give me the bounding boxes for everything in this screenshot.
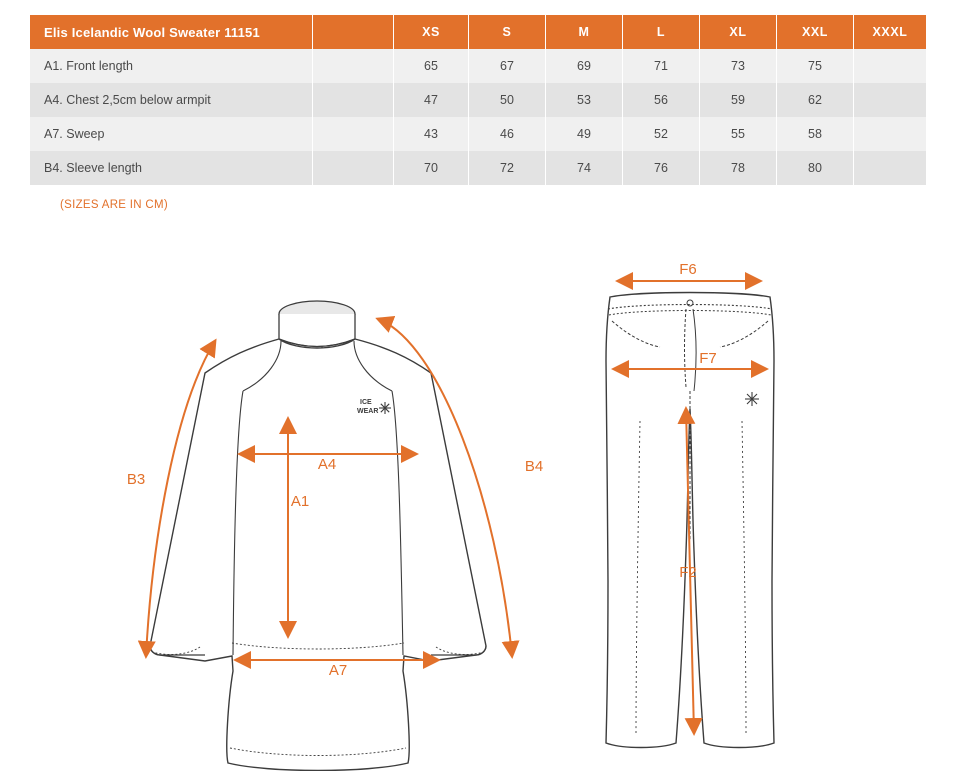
f6-label: F6 (679, 261, 697, 278)
cell-b4-s: 72 (469, 151, 546, 185)
size-chart-table (30, 15, 926, 185)
sweater-diagram (127, 301, 543, 771)
cell-b4-xl: 78 (700, 151, 777, 185)
cell-b4-xs: 70 (394, 151, 469, 185)
cell-a1-s: 67 (469, 49, 546, 83)
cell-b4-xxxl (854, 151, 927, 185)
size-chart-body (30, 49, 926, 185)
measure-label-a4: A4. Chest 2,5cm below armpit (30, 83, 313, 117)
measure-label-a7: A7. Sweep (30, 117, 313, 151)
cell-a4-l: 56 (623, 83, 700, 117)
size-header-xl: XL (700, 15, 777, 49)
measurement-diagrams (0, 251, 954, 771)
size-chart-head (30, 15, 926, 49)
cell-b4-l: 76 (623, 151, 700, 185)
diagram-canvas (0, 251, 954, 771)
size-header-xs: XS (394, 15, 469, 49)
size-header-m: M (546, 15, 623, 49)
table-row (30, 83, 926, 117)
f7-label: F7 (699, 350, 717, 367)
cell-a7-l: 52 (623, 117, 700, 151)
size-header-s: S (469, 15, 546, 49)
cell-b4-xxl: 80 (777, 151, 854, 185)
size-header-xxl: XXL (777, 15, 854, 49)
cell-a7-s: 46 (469, 117, 546, 151)
cell-a1-l: 71 (623, 49, 700, 83)
cell-a4-xl: 59 (700, 83, 777, 117)
spacer-cell (313, 117, 394, 151)
trousers-diagram (606, 261, 774, 748)
spacer-cell (313, 83, 394, 117)
cell-a1-xxl: 75 (777, 49, 854, 83)
table-row (30, 151, 926, 185)
cell-a1-xl: 73 (700, 49, 777, 83)
size-header-l: L (623, 15, 700, 49)
trousers-snowflake-icon (745, 392, 759, 406)
cell-a4-xxl: 62 (777, 83, 854, 117)
f2-label: F2 (679, 564, 697, 581)
units-note: (SIZES ARE IN CM) (60, 199, 168, 211)
spacer-cell (313, 151, 394, 185)
cell-a4-xs: 47 (394, 83, 469, 117)
sweater-body-outline (150, 339, 486, 771)
cell-a7-xxxl (854, 117, 927, 151)
brand-text-line1: ICE (360, 399, 372, 406)
table-row (30, 49, 926, 83)
b3-label: B3 (126, 471, 146, 488)
cell-a4-s: 50 (469, 83, 546, 117)
size-header-xxxl: XXXL (854, 15, 927, 49)
cell-a1-m: 69 (546, 49, 623, 83)
measure-label-a1: A1. Front length (30, 49, 313, 83)
measure-label-b4: B4. Sleeve length (30, 151, 313, 185)
cell-a7-xs: 43 (394, 117, 469, 151)
cell-a4-m: 53 (546, 83, 623, 117)
b4-label: B4 (524, 458, 544, 475)
cell-a4-xxxl (854, 83, 927, 117)
cell-a7-xl: 55 (700, 117, 777, 151)
table-row (30, 117, 926, 151)
cell-a7-xxl: 58 (777, 117, 854, 151)
table-header-row (30, 15, 926, 49)
collar-band (279, 314, 355, 347)
spacer-header (313, 15, 394, 49)
a4-label: A4 (317, 456, 337, 473)
trousers-outline (606, 293, 774, 748)
a1-label: A1 (290, 493, 310, 510)
brand-text-line2: WEAR (357, 408, 379, 415)
cell-a1-xxxl (854, 49, 927, 83)
product-title-header: Elis Icelandic Wool Sweater 11151 (30, 15, 313, 49)
cell-b4-m: 74 (546, 151, 623, 185)
a7-label: A7 (328, 662, 348, 679)
cell-a7-m: 49 (546, 117, 623, 151)
spacer-cell (313, 49, 394, 83)
cell-a1-xs: 65 (394, 49, 469, 83)
